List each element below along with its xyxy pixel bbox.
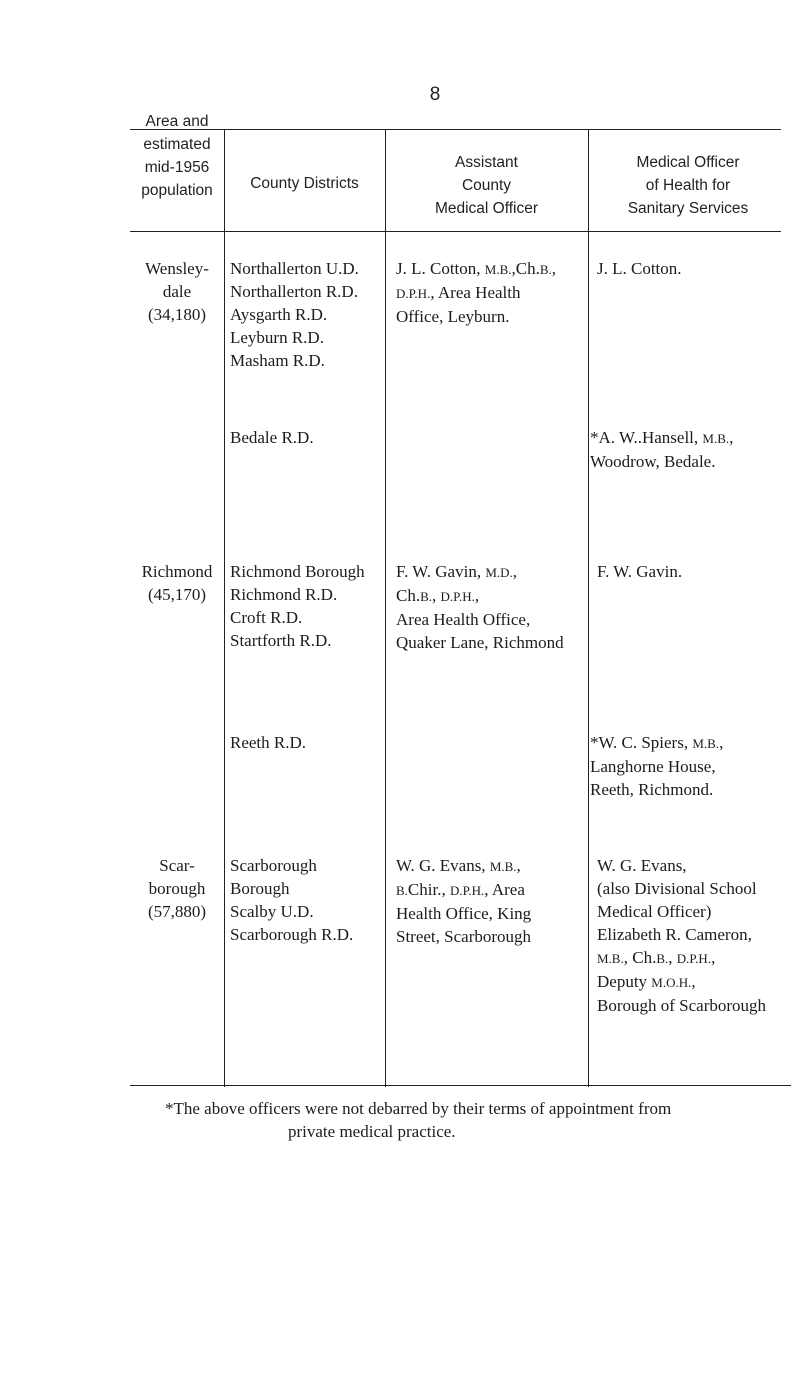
- richmond-area: Richmond (45,170): [141, 562, 213, 604]
- header-moh: Medical Officer of Health for Sanitary Services: [627, 154, 749, 217]
- wensleydale-districts: Northallerton U.D. Northallerton R.D. Aysgarth R.D. Leyburn R.D. Masham R.D.: [230, 259, 359, 370]
- column-divider-3: [588, 129, 589, 1087]
- column-divider-1: [224, 129, 225, 1087]
- wensleydale-moh: J. L. Cotton.: [597, 259, 682, 278]
- table-top-rule: [130, 129, 781, 130]
- header-area: Area and estimated mid-1956 population: [141, 113, 213, 199]
- bedale-district: Bedale R.D.: [230, 428, 314, 447]
- header-county-districts: County Districts: [250, 175, 359, 192]
- scarborough-assistant: W. G. Evans, M.B., B.Chir., D.P.H., Area Health Office, King Street, Scarborough: [396, 856, 532, 946]
- scarborough-districts: Scarborough Borough Scalby U.D. Scarborough R.D.: [230, 856, 354, 944]
- richmond-moh: F. W. Gavin.: [597, 562, 683, 581]
- page-number: 8: [429, 84, 441, 105]
- table-bottom-rule: [130, 1085, 791, 1086]
- reeth-moh: *W. C. Spiers, M.B., Langhorne House, Reeth, Richmond.: [590, 733, 724, 799]
- header-bottom-rule: [130, 231, 781, 232]
- richmond-assistant: F. W. Gavin, M.D., Ch.B., D.P.H., Area Health Office, Quaker Lane, Richmond: [396, 562, 564, 652]
- scarborough-moh: W. G. Evans, (also Divisional School Medical Officer) Elizabeth R. Cameron, M.B., Ch.B., D.P.H., Deputy M.O.H., Borough of Scarborough: [597, 856, 767, 1015]
- wensleydale-assistant: J. L. Cotton, M.B.,Ch.B., D.P.H., Area Health Office, Leyburn.: [396, 259, 557, 326]
- richmond-districts: Richmond Borough Richmond R.D. Croft R.D. Startforth R.D.: [230, 562, 365, 650]
- reeth-district: Reeth R.D.: [230, 733, 307, 752]
- header-assistant-cmo: Assistant County Medical Officer: [434, 154, 539, 217]
- wensleydale-area: Wensley- dale (34,180): [145, 259, 209, 324]
- footnote-line-2: private medical practice.: [288, 1122, 456, 1141]
- scarborough-area: Scar- borough (57,880): [147, 856, 207, 921]
- footnote-line-1: *The above officers were not debarred by their terms of appointment from: [165, 1099, 672, 1118]
- bedale-moh: *A. W..Hansell, M.B., Woodrow, Bedale.: [590, 428, 734, 471]
